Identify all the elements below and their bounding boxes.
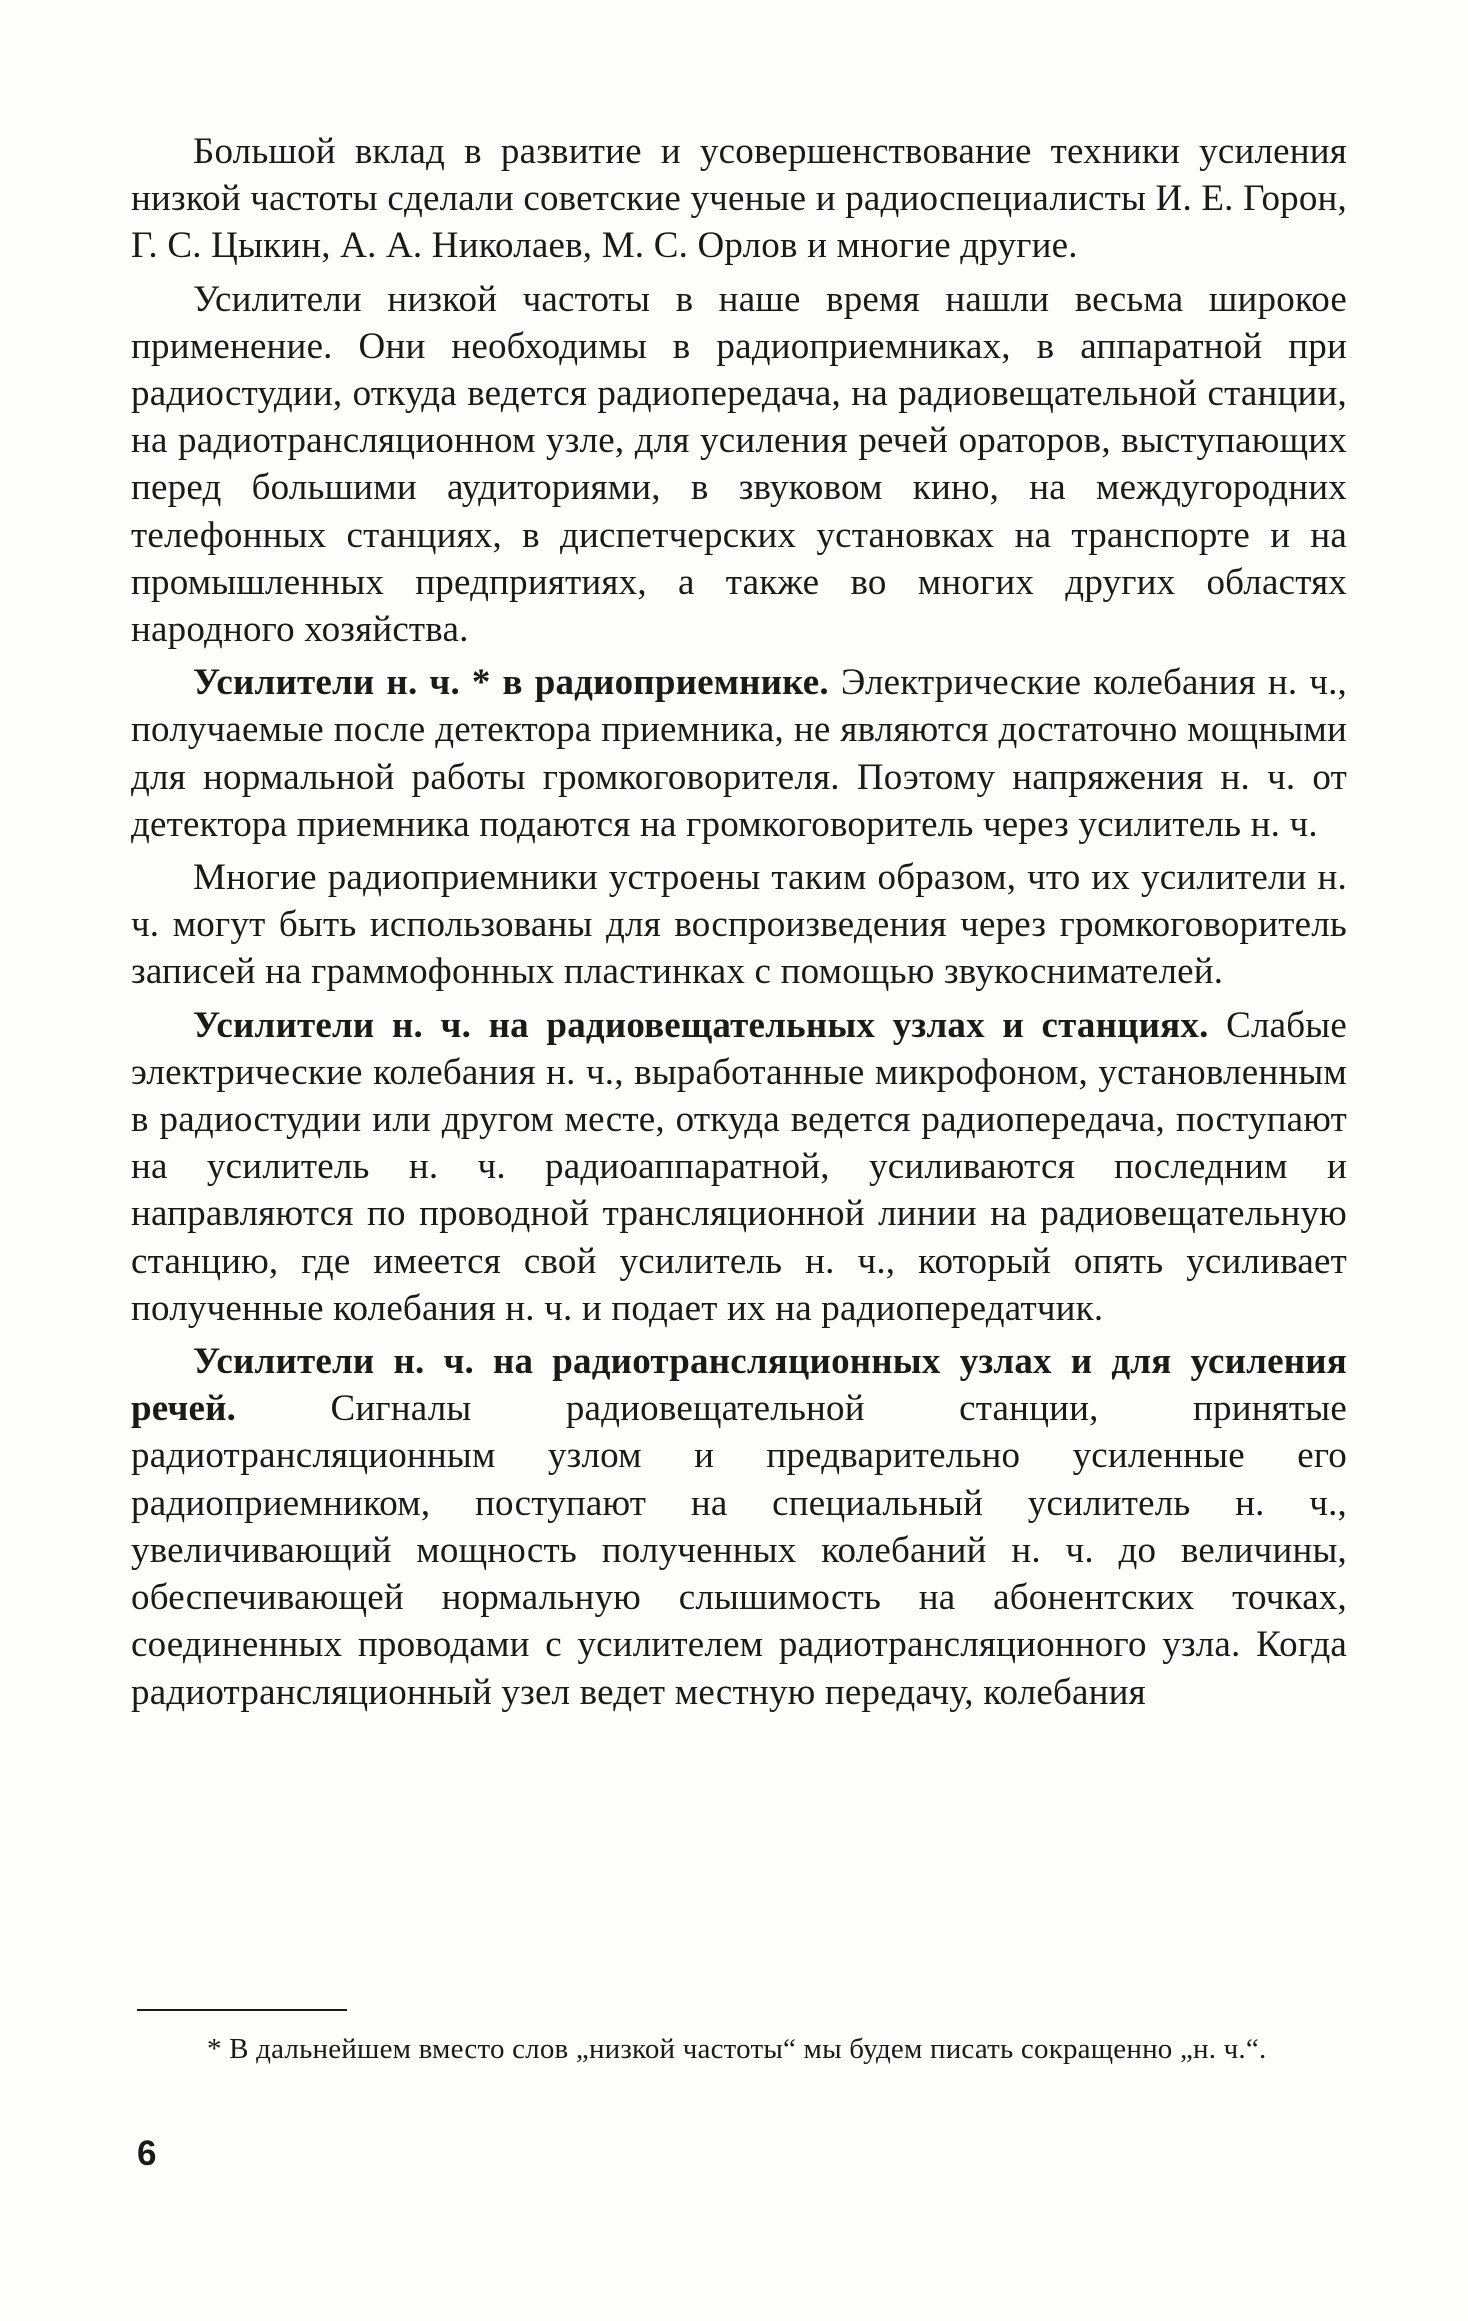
paragraph-receiver-amplifiers xyxy=(131,659,1347,848)
paragraph-text: Усилители низкой частоты в наше время нашли весьма широкое применение. Они необходимы в радиоприемниках, в аппаратной при радиостудии, откуда ведется радиопередача, на радиовещательной станции, на радиотрансляционном узле, для усиления речей ораторов, выступающих перед большими аудиториями, в звуковом кино, на междугородних телефонных станциях, в диспетчерских установках на транспорте и на промышленных предприятиях, а также во многих других областях народного хозяйства. xyxy=(131,278,1347,651)
paragraph-text: Многие радиоприемники устроены таким образом, что их усилители н. ч. могут быть использованы для воспроизведения через громкоговоритель записей на граммофонных пластинках с помощью звукоснимателей. xyxy=(131,857,1347,993)
paragraph-text: Большой вклад в развитие и усовершенствование техники усиления низкой частоты сделали советские ученые и радиоспециалисты И. Е. Горон, Г. С. Цыкин, А. А. Николаев, М. С. Орлов и многие другие. xyxy=(131,131,1347,267)
paragraph-broadcast-stations xyxy=(131,1002,1347,1332)
paragraph-text: Слабые электрические колебания н. ч., выработанные микрофоном, установленным в радиостудии или другом месте, откуда ведется радиопередача, поступают на усилитель н. ч. радиоаппаратной, усиливаются последним и направляются по проводной трансляционной линии на радиовещательную станцию, где имеется свой усилитель н. ч., который опять усиливает полученные колебания н. ч. и подает их на радиопередатчик. xyxy=(131,1004,1347,1329)
footnote-divider xyxy=(137,2009,347,2011)
paragraph-text: Электрические колебания н. ч., получаемые после детектора приемника, не являются достаточно мощными для нормальной работы громкоговорителя. Поэтому напряжения н. ч. от детектора приемника подаются на громкоговоритель через усилитель н. ч. xyxy=(131,662,1347,845)
paragraph-text: Сигналы радиовещательной станции, принятые радиотрансляционным узлом и предварительно усиленные его радиоприемником, поступают на специальный усилитель н. ч., увеличивающий мощность полученных колебаний н. ч. до величины, обеспечивающей нормальную слышимость на абонентских точках, соединенных проводами с усилителем радиотрансляционного узла. Когда радиотрансляционный узел ведет местную передачу, колебания xyxy=(131,1388,1347,1713)
section-heading: Усилители н. ч. на радиотрансляционных узлах и для усиления речей. xyxy=(131,1341,1347,1430)
paragraph-phonograph xyxy=(131,854,1347,996)
text-column xyxy=(131,128,1347,1716)
paragraph-contributors xyxy=(131,128,1347,270)
section-heading: Усилители н. ч. на радиовещательных узлах и станциях. xyxy=(193,1004,1209,1046)
footnote: * В дальнейшем вместо слов „низкой частоты“ мы будем писать сокращенно „н. ч.“. xyxy=(207,2033,1267,2065)
section-heading: Усилители н. ч. * в радиоприемнике. xyxy=(193,662,829,704)
paragraph-relay-nodes xyxy=(131,1338,1347,1716)
paragraph-applications xyxy=(131,276,1347,654)
page-number: 6 xyxy=(137,2134,157,2173)
